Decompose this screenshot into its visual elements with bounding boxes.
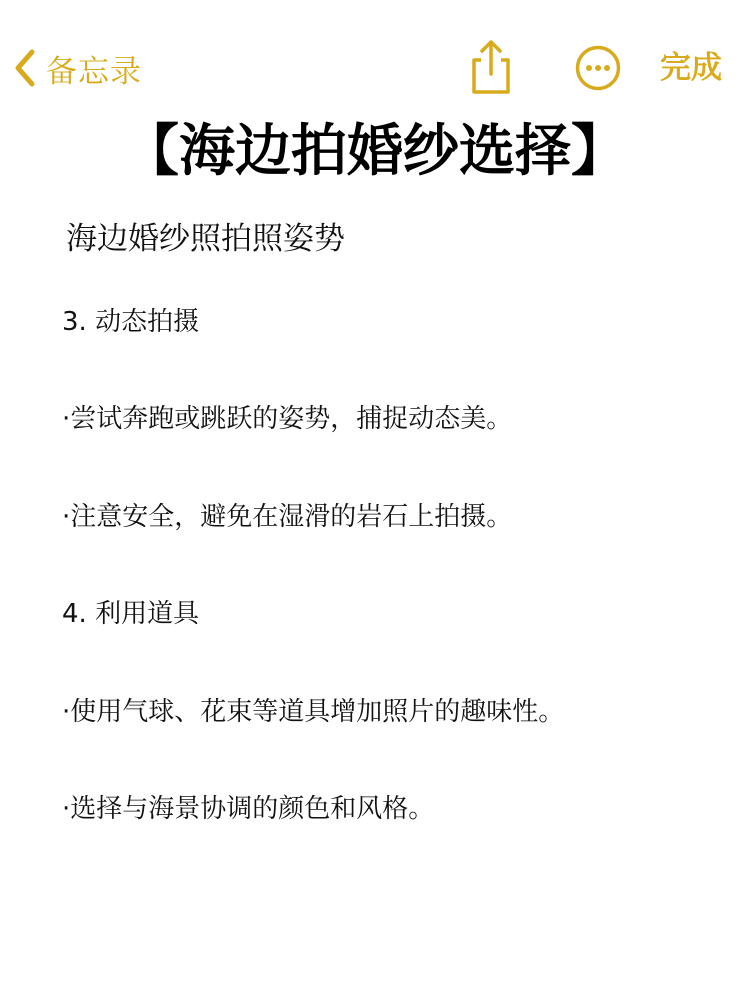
bullet-item: ·注意安全，避免在湿滑的岩石上拍摄。 bbox=[62, 502, 513, 532]
more-ellipsis-icon bbox=[574, 77, 622, 96]
share-button[interactable] bbox=[464, 38, 518, 96]
more-button[interactable] bbox=[574, 44, 622, 92]
back-label: 备忘录 bbox=[46, 53, 142, 90]
done-button[interactable]: 完成 bbox=[660, 50, 722, 86]
bullet-item: ·使用气球、花束等道具增加照片的趣味性。 bbox=[62, 697, 565, 727]
bullet-item: ·选择与海景协调的颜色和风格。 bbox=[62, 794, 435, 824]
back-button[interactable] bbox=[12, 40, 142, 96]
section-heading-dynamic-shooting: 3. 动态拍摄 bbox=[62, 307, 200, 337]
section-heading-props: 4. 利用道具 bbox=[62, 599, 200, 629]
chevron-left-icon bbox=[12, 48, 38, 88]
note-title: 【海边拍婚纱选择】 bbox=[123, 119, 627, 184]
navigation-bar bbox=[0, 0, 750, 130]
share-icon bbox=[464, 81, 518, 100]
bullet-item: ·尝试奔跑或跳跃的姿势，捕捉动态美。 bbox=[62, 404, 513, 434]
note-subtitle: 海边婚纱照拍照姿势 bbox=[66, 221, 345, 257]
